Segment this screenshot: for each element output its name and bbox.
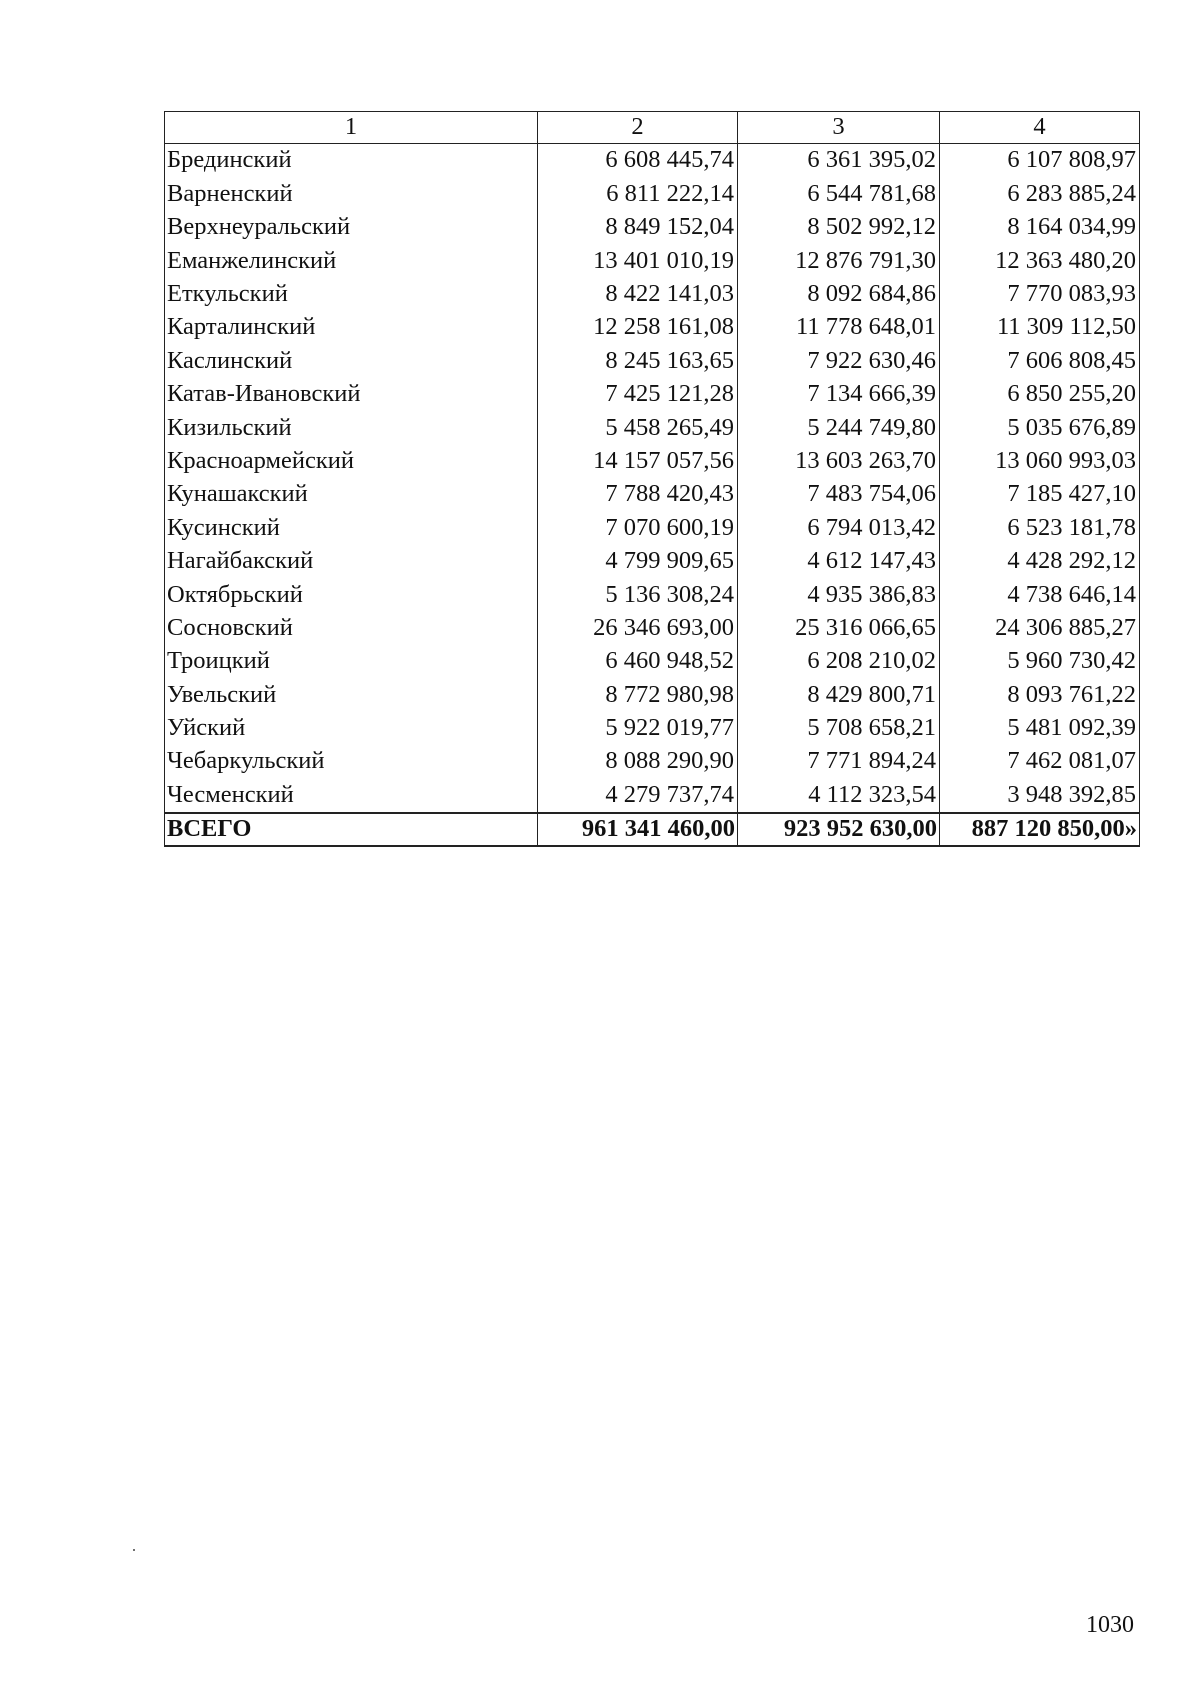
- table-row: [165, 578, 1140, 611]
- district-name: Кунашакский: [165, 478, 538, 511]
- stray-dot-mark: [133, 1549, 135, 1551]
- page-number: 1030: [1086, 1612, 1134, 1638]
- value-col4: 3 948 392,85: [940, 778, 1140, 812]
- district-name: Сосновский: [165, 611, 538, 644]
- value-col2: 8 849 152,04: [538, 211, 738, 244]
- value-col3: 6 208 210,02: [738, 645, 940, 678]
- table-row: [165, 144, 1140, 178]
- total-value-col2: 961 341 460,00: [538, 813, 738, 846]
- district-name: Уйский: [165, 712, 538, 745]
- table-row: [165, 511, 1140, 544]
- value-col2: 8 422 141,03: [538, 278, 738, 311]
- value-col3: 7 483 754,06: [738, 478, 940, 511]
- district-name: Верхнеуральский: [165, 211, 538, 244]
- value-col4: 8 093 761,22: [940, 678, 1140, 711]
- value-col3: 7 922 630,46: [738, 344, 940, 377]
- table-header: [165, 112, 1140, 144]
- value-col3: 6 544 781,68: [738, 177, 940, 210]
- table-row: [165, 678, 1140, 711]
- table-row: [165, 378, 1140, 411]
- value-col2: 8 245 163,65: [538, 344, 738, 377]
- value-col3: 5 708 658,21: [738, 712, 940, 745]
- total-value-col4: 887 120 850,00»: [940, 813, 1140, 846]
- total-label: ВСЕГО: [165, 813, 538, 846]
- value-col3: 11 778 648,01: [738, 311, 940, 344]
- value-col2: 14 157 057,56: [538, 445, 738, 478]
- value-col3: 4 612 147,43: [738, 545, 940, 578]
- district-name: Нагайбакский: [165, 545, 538, 578]
- district-name: Кизильский: [165, 411, 538, 444]
- value-col2: 8 088 290,90: [538, 745, 738, 778]
- table-row: [165, 177, 1140, 210]
- value-col3: 13 603 263,70: [738, 445, 940, 478]
- value-col2: 4 279 737,74: [538, 778, 738, 812]
- value-col3: 4 935 386,83: [738, 578, 940, 611]
- district-name: Еткульский: [165, 278, 538, 311]
- column-header-2: 2: [538, 112, 738, 144]
- value-col4: 7 770 083,93: [940, 278, 1140, 311]
- value-col4: 24 306 885,27: [940, 611, 1140, 644]
- value-col3: 7 134 666,39: [738, 378, 940, 411]
- district-name: Еманжелинский: [165, 244, 538, 277]
- value-col3: 6 361 395,02: [738, 144, 940, 178]
- value-col4: 6 283 885,24: [940, 177, 1140, 210]
- table-row: [165, 645, 1140, 678]
- table-row: [165, 411, 1140, 444]
- value-col2: 6 608 445,74: [538, 144, 738, 178]
- value-col2: 7 425 121,28: [538, 378, 738, 411]
- value-col4: 5 481 092,39: [940, 712, 1140, 745]
- total-row: [165, 813, 1140, 846]
- value-col3: 8 429 800,71: [738, 678, 940, 711]
- table-row: [165, 344, 1140, 377]
- district-name: Октябрьский: [165, 578, 538, 611]
- value-col3: 6 794 013,42: [738, 511, 940, 544]
- value-col4: 7 606 808,45: [940, 344, 1140, 377]
- district-name: Чебаркульский: [165, 745, 538, 778]
- value-col2: 5 458 265,49: [538, 411, 738, 444]
- budget-table: [164, 111, 1140, 847]
- value-col3: 25 316 066,65: [738, 611, 940, 644]
- value-col2: 7 070 600,19: [538, 511, 738, 544]
- value-col2: 12 258 161,08: [538, 311, 738, 344]
- value-col2: 4 799 909,65: [538, 545, 738, 578]
- table-row: [165, 478, 1140, 511]
- column-header-1: 1: [165, 112, 538, 144]
- district-name: Варненский: [165, 177, 538, 210]
- value-col2: 5 922 019,77: [538, 712, 738, 745]
- column-header-4: 4: [940, 112, 1140, 144]
- value-col4: 5 035 676,89: [940, 411, 1140, 444]
- column-header-3: 3: [738, 112, 940, 144]
- district-name: Увельский: [165, 678, 538, 711]
- value-col3: 5 244 749,80: [738, 411, 940, 444]
- value-col4: 11 309 112,50: [940, 311, 1140, 344]
- district-name: Красноармейский: [165, 445, 538, 478]
- value-col2: 8 772 980,98: [538, 678, 738, 711]
- district-name: Катав-Ивановский: [165, 378, 538, 411]
- table-row: [165, 712, 1140, 745]
- table-row: [165, 311, 1140, 344]
- district-name: Чесменский: [165, 778, 538, 812]
- value-col4: 4 738 646,14: [940, 578, 1140, 611]
- table-row: [165, 778, 1140, 812]
- value-col2: 13 401 010,19: [538, 244, 738, 277]
- table-row: [165, 244, 1140, 277]
- value-col3: 4 112 323,54: [738, 778, 940, 812]
- header-row: [165, 112, 1140, 144]
- table-row: [165, 611, 1140, 644]
- value-col4: 12 363 480,20: [940, 244, 1140, 277]
- district-name: Карталинский: [165, 311, 538, 344]
- value-col4: 5 960 730,42: [940, 645, 1140, 678]
- budget-table-container: [164, 111, 1139, 847]
- value-col3: 8 092 684,86: [738, 278, 940, 311]
- value-col2: 7 788 420,43: [538, 478, 738, 511]
- value-col4: 6 523 181,78: [940, 511, 1140, 544]
- table-body: [165, 144, 1140, 813]
- table-row: [165, 545, 1140, 578]
- value-col2: 5 136 308,24: [538, 578, 738, 611]
- value-col4: 13 060 993,03: [940, 445, 1140, 478]
- district-name: Кусинский: [165, 511, 538, 544]
- total-value-col3: 923 952 630,00: [738, 813, 940, 846]
- table-row: [165, 278, 1140, 311]
- district-name: Брединский: [165, 144, 538, 178]
- value-col4: 6 850 255,20: [940, 378, 1140, 411]
- value-col4: 7 185 427,10: [940, 478, 1140, 511]
- district-name: Троицкий: [165, 645, 538, 678]
- value-col3: 8 502 992,12: [738, 211, 940, 244]
- value-col4: 7 462 081,07: [940, 745, 1140, 778]
- district-name: Каслинский: [165, 344, 538, 377]
- value-col4: 4 428 292,12: [940, 545, 1140, 578]
- value-col3: 12 876 791,30: [738, 244, 940, 277]
- value-col4: 6 107 808,97: [940, 144, 1140, 178]
- table-row: [165, 445, 1140, 478]
- value-col2: 6 811 222,14: [538, 177, 738, 210]
- value-col2: 6 460 948,52: [538, 645, 738, 678]
- table-row: [165, 745, 1140, 778]
- value-col4: 8 164 034,99: [940, 211, 1140, 244]
- table-row: [165, 211, 1140, 244]
- value-col3: 7 771 894,24: [738, 745, 940, 778]
- table-footer: [165, 813, 1140, 846]
- value-col2: 26 346 693,00: [538, 611, 738, 644]
